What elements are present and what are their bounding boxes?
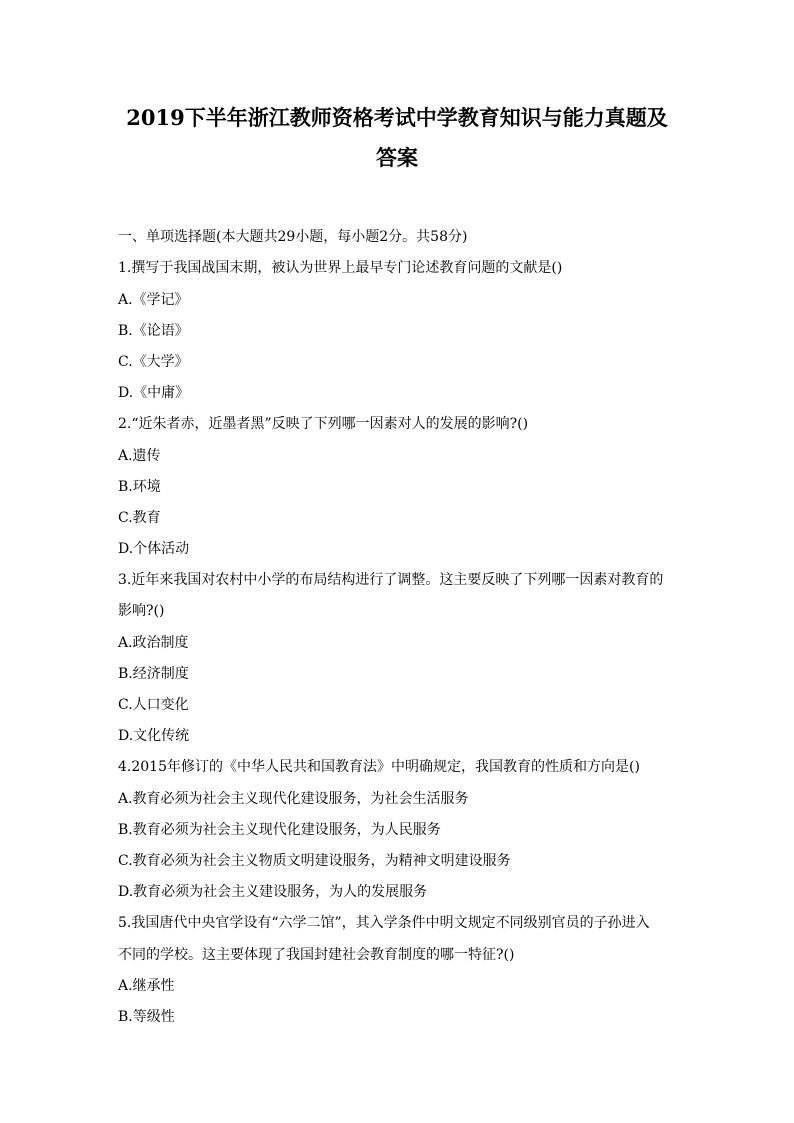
question-4-option-b: B.教育必须为社会主义现代化建设服务，为人民服务 <box>118 822 441 838</box>
question-5-option-a: A.继承性 <box>118 978 175 994</box>
question-3-option-c: C.人口变化 <box>118 697 189 713</box>
question-5-stem-line-2: 不同的学校。这主要体现了我国封建社会教育制度的哪一特征?() <box>118 947 515 963</box>
document-title-line-2: 答案 <box>376 145 418 170</box>
question-2-option-a: A.遗传 <box>118 448 161 464</box>
question-3-stem-line-2: 影响?() <box>118 603 165 619</box>
document-title-line-1: 2019下半年浙江教师资格考试中学教育知识与能力真题及 <box>126 105 668 130</box>
question-1-stem: 1.撰写于我国战国末期，被认为世界上最早专门论述教育问题的文献是() <box>118 260 563 276</box>
question-3-option-a: A.政治制度 <box>118 635 189 651</box>
question-2-stem: 2.“近朱者赤，近墨者黑”反映了下列哪一因素对人的发展的影响?() <box>118 416 529 432</box>
question-1-option-a: A.《学记》 <box>118 292 189 308</box>
question-5-option-b: B.等级性 <box>118 1009 175 1025</box>
question-1-option-d: D.《中庸》 <box>118 385 190 401</box>
section-heading: 一、单项选择题(本大题共29小题，每小题2分。共58分) <box>118 229 468 245</box>
question-2-option-c: C.教育 <box>118 510 161 526</box>
question-5-stem-line-1: 5.我国唐代中央官学设有“六学二馆”，其入学条件中明文规定不同级别官员的子孙进入 <box>118 915 650 931</box>
question-3-option-d: D.文化传统 <box>118 728 190 744</box>
question-1-option-b: B.《论语》 <box>118 323 189 339</box>
question-1-option-c: C.《大学》 <box>118 354 189 370</box>
question-2-option-d: D.个体活动 <box>118 541 190 557</box>
question-3-option-b: B.经济制度 <box>118 666 189 682</box>
question-4-option-a: A.教育必须为社会主义现代化建设服务，为社会生活服务 <box>118 791 469 807</box>
question-4-option-c: C.教育必须为社会主义物质文明建设服务，为精神文明建设服务 <box>118 853 511 869</box>
question-4-option-d: D.教育必须为社会主义建设服务，为人的发展服务 <box>118 884 428 900</box>
question-4-stem: 4.2015年修订的《中华人民共和国教育法》中明确规定，我国教育的性质和方向是() <box>118 759 640 775</box>
question-2-option-b: B.环境 <box>118 479 161 495</box>
question-3-stem-line-1: 3.近年来我国对农村中小学的布局结构进行了调整。这主要反映了下列哪一因素对教育的 <box>118 572 664 588</box>
